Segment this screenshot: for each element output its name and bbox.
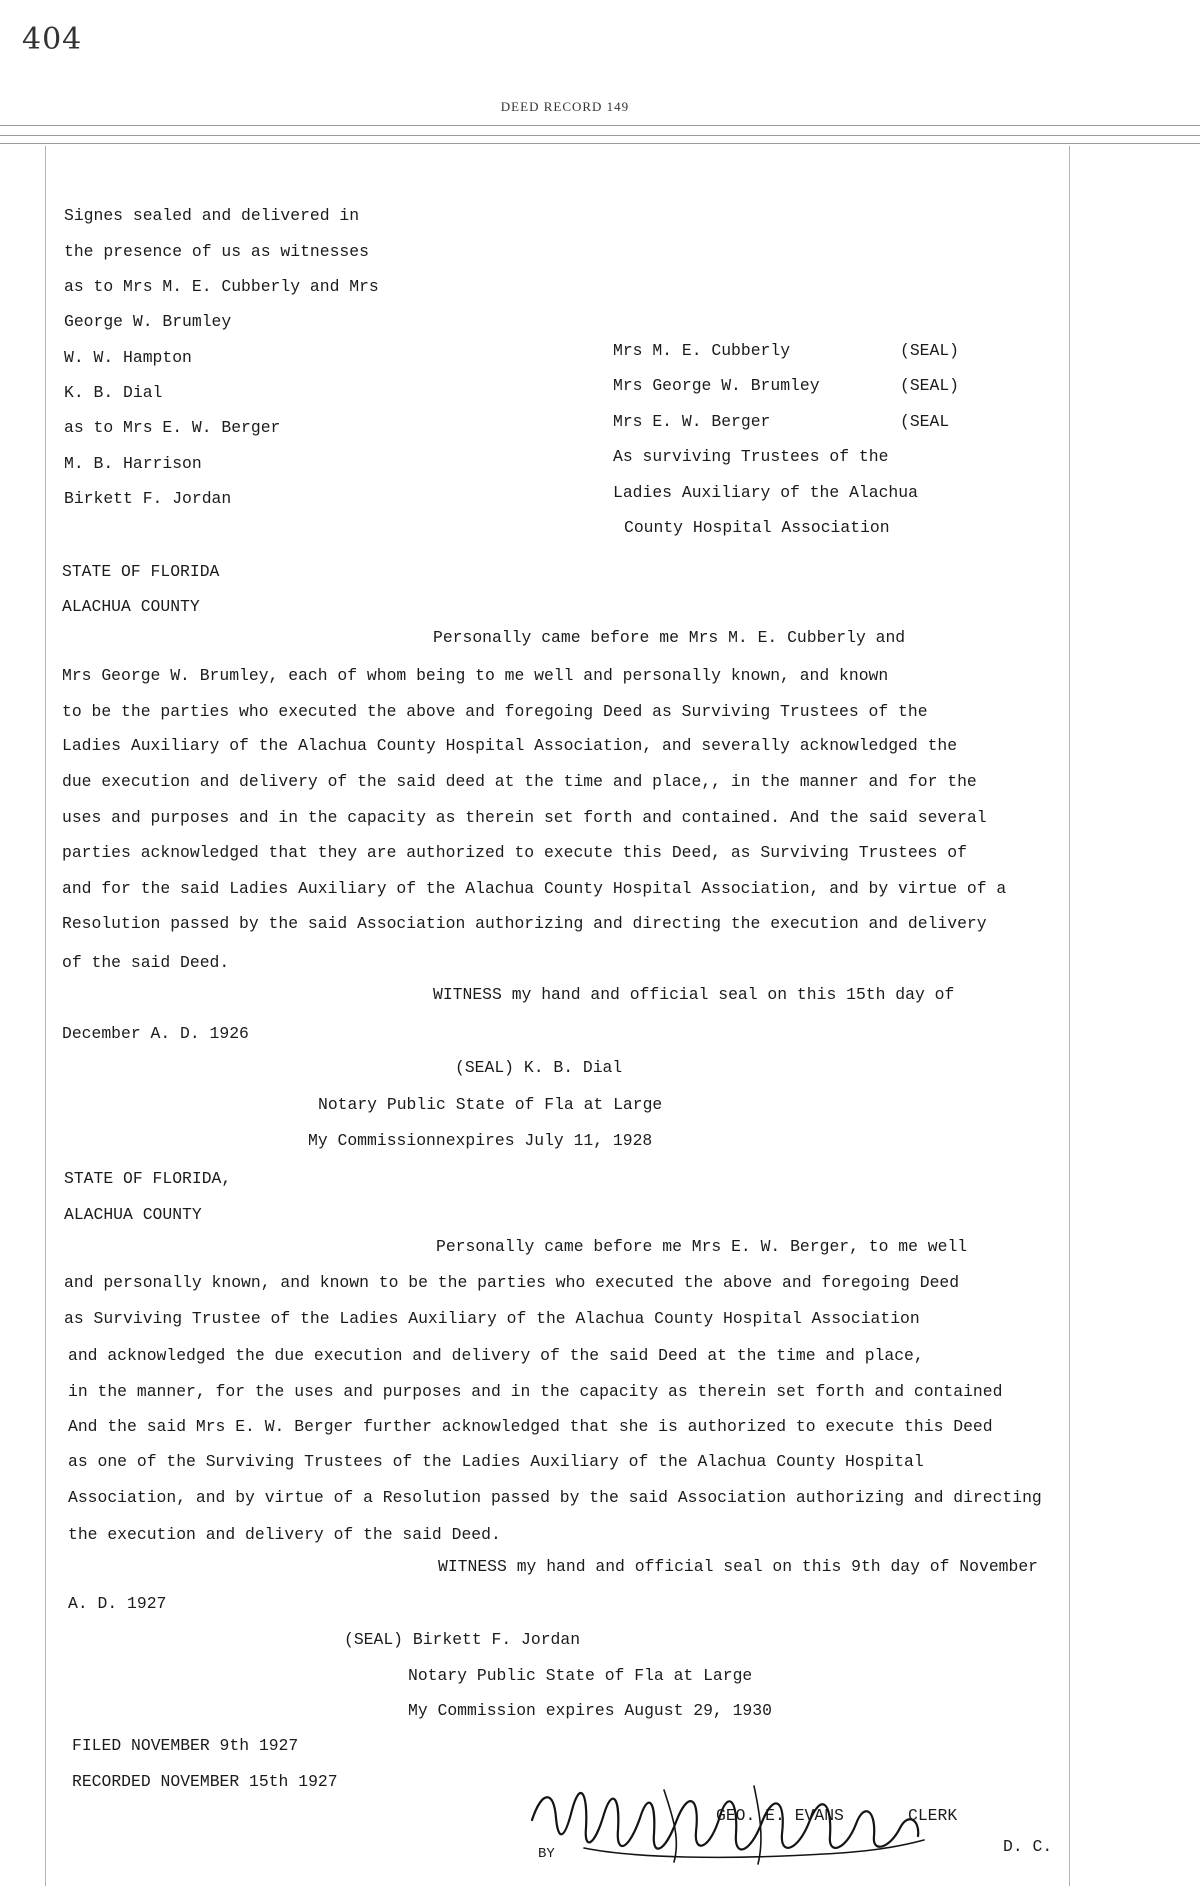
- right-margin-line: [1069, 146, 1070, 1886]
- deputy-clerk: D. C.: [1003, 1837, 1053, 1856]
- header-rule: [0, 135, 1200, 136]
- ack-date: December A. D. 1926: [62, 1024, 249, 1043]
- ack-body-line: as Surviving Trustee of the Ladies Auxiliary of the Alachua County Hospital Association: [64, 1309, 920, 1328]
- filed-date: FILED NOVEMBER 9th 1927: [72, 1736, 299, 1755]
- witness-line: K. B. Dial: [64, 383, 163, 402]
- notary-name: (SEAL) Birkett F. Jordan: [344, 1630, 581, 1649]
- clerk-name: GEO. E. EVANS: [716, 1806, 844, 1825]
- ack-body-line: Personally came before me Mrs E. W. Berger, to me well: [436, 1237, 968, 1256]
- ack-body-line: Resolution passed by the said Association authorizing and directing the execution and delivery: [62, 914, 987, 933]
- clerk-signature: [524, 1770, 944, 1870]
- witness-clause: WITNESS my hand and official seal on this 15th day of: [433, 985, 955, 1004]
- signer-name: Mrs M. E. Cubberly: [613, 341, 791, 360]
- page-number: 404: [22, 22, 83, 57]
- ack-body-line: the execution and delivery of the said Deed.: [68, 1525, 501, 1544]
- left-margin-line: [45, 146, 46, 1886]
- witness-line: as to Mrs E. W. Berger: [64, 418, 281, 437]
- notary-name: (SEAL) K. B. Dial: [455, 1058, 623, 1077]
- notary-title: Notary Public State of Fla at Large: [318, 1095, 663, 1114]
- notary-title: Notary Public State of Fla at Large: [408, 1666, 753, 1685]
- ack-body-line: And the said Mrs E. W. Berger further acknowledged that she is authorized to execute this Deed: [68, 1417, 993, 1436]
- ack-body-line: Personally came before me Mrs M. E. Cubberly and: [433, 628, 906, 647]
- header-rule: [0, 125, 1200, 126]
- ack-body-line: as one of the Surviving Trustees of the Ladies Auxiliary of the Alachua County Hospital: [68, 1452, 924, 1471]
- county-heading: ALACHUA COUNTY: [64, 1205, 202, 1224]
- ack-date: A. D. 1927: [68, 1594, 167, 1613]
- ack-body-line: and for the said Ladies Auxiliary of the Alachua County Hospital Association, and by virtue of a: [62, 879, 1007, 898]
- clerk-title: CLERK: [908, 1806, 958, 1825]
- notary-commission: My Commissionnexpires July 11, 1928: [308, 1131, 653, 1150]
- witness-line: W. W. Hampton: [64, 348, 192, 367]
- notary-commission: My Commission expires August 29, 1930: [408, 1701, 772, 1720]
- by-label: BY: [538, 1846, 555, 1862]
- ack-body-line: in the manner, for the uses and purposes and in the capacity as therein set forth and contained: [68, 1382, 1003, 1401]
- state-heading: STATE OF FLORIDA,: [64, 1169, 232, 1188]
- signer-seal: (SEAL: [900, 412, 950, 431]
- county-heading: ALACHUA COUNTY: [62, 597, 200, 616]
- ack-body-line: to be the parties who executed the above and foregoing Deed as Surviving Trustees of the: [62, 702, 928, 721]
- state-heading: STATE OF FLORIDA: [62, 562, 220, 581]
- ack-body-line: Ladies Auxiliary of the Alachua County Hospital Association, and severally acknowledged the: [62, 736, 958, 755]
- ack-body-line: Association, and by virtue of a Resolution passed by the said Association authorizing and directing: [68, 1488, 1042, 1507]
- ack-body-line: and personally known, and known to be the parties who executed the above and foregoing Deed: [64, 1273, 960, 1292]
- header-rule: [0, 143, 1200, 144]
- ack-body-line: due execution and delivery of the said deed at the time and place,, in the manner and for the: [62, 772, 977, 791]
- ack-body-line: of the said Deed.: [62, 953, 230, 972]
- trustees-line: As surviving Trustees of the: [613, 447, 889, 466]
- ack-body-line: Mrs George W. Brumley, each of whom being to me well and personally known, and known: [62, 666, 889, 685]
- trustees-line: County Hospital Association: [624, 518, 890, 537]
- witness-line: the presence of us as witnesses: [64, 242, 369, 261]
- signer-seal: (SEAL): [900, 376, 960, 395]
- signer-name: Mrs George W. Brumley: [613, 376, 820, 395]
- recorded-date: RECORDED NOVEMBER 15th 1927: [72, 1772, 338, 1791]
- witness-line: M. B. Harrison: [64, 454, 202, 473]
- ack-body-line: and acknowledged the due execution and delivery of the said Deed at the time and place,: [68, 1346, 924, 1365]
- ack-body-line: uses and purposes and in the capacity as therein set forth and contained. And the said several: [62, 808, 987, 827]
- witness-line: Signes sealed and delivered in: [64, 206, 360, 225]
- witness-line: Birkett F. Jordan: [64, 489, 232, 508]
- signer-seal: (SEAL): [900, 341, 960, 360]
- witness-line: as to Mrs M. E. Cubberly and Mrs: [64, 277, 379, 296]
- record-title: DEED RECORD 149: [500, 99, 630, 114]
- ack-body-line: parties acknowledged that they are authorized to execute this Deed, as Surviving Trustees of: [62, 843, 967, 862]
- witness-clause: WITNESS my hand and official seal on this 9th day of November: [438, 1557, 1038, 1576]
- trustees-line: Ladies Auxiliary of the Alachua: [613, 483, 918, 502]
- witness-line: George W. Brumley: [64, 312, 232, 331]
- signer-name: Mrs E. W. Berger: [613, 412, 771, 431]
